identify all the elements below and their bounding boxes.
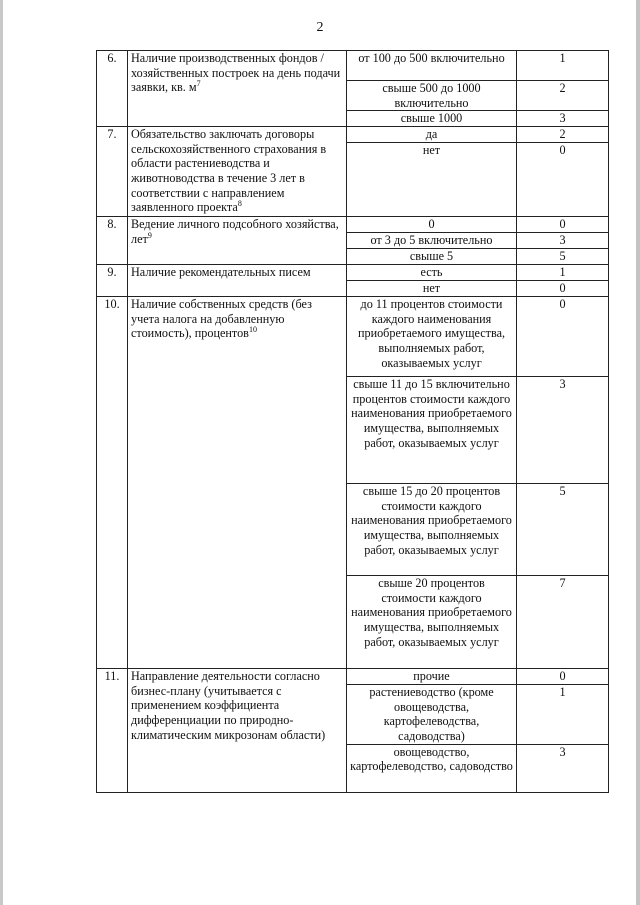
option-value: нет — [347, 143, 517, 217]
scan-edge-right — [636, 0, 640, 905]
option-points: 1 — [517, 265, 609, 281]
criterion-name — [128, 51, 347, 127]
scan-edge-left — [0, 0, 3, 905]
option-points: 3 — [517, 744, 609, 792]
option-value: есть — [347, 265, 517, 281]
table-row — [97, 51, 609, 81]
option-value: да — [347, 127, 517, 143]
table-row — [97, 265, 609, 281]
criterion-number: 8. — [97, 217, 128, 265]
option-value: свыше 1000 — [347, 111, 517, 127]
option-points: 2 — [517, 81, 609, 111]
option-points: 0 — [517, 669, 609, 685]
footnote-marker: 9 — [147, 230, 152, 240]
option-points: 2 — [517, 127, 609, 143]
footnote-marker: 8 — [237, 199, 242, 209]
table-row — [97, 127, 609, 143]
option-value: нет — [347, 281, 517, 297]
option-value: овощеводство, картофелеводство, садоводство — [347, 744, 517, 792]
option-value: от 3 до 5 включительно — [347, 233, 517, 249]
option-points: 0 — [517, 281, 609, 297]
criterion-number: 10. — [97, 297, 128, 669]
option-value: свыше 11 до 15 включительно процентов стоимости каждого наименования приобретаемого имущества, выполняемых работ, оказываемых услуг — [347, 377, 517, 484]
criteria-table-body — [97, 51, 609, 793]
criterion-text: Обязательство заключать договоры сельскохозяйственного страхования в области растениеводства и животноводства в течение 3 лет в соответствии с направлением заявленного проекта — [131, 127, 327, 215]
option-points: 0 — [517, 297, 609, 377]
page-number: 2 — [316, 20, 324, 35]
option-value: растениеводство (кроме овощеводства, картофелеводства, садоводства) — [347, 685, 517, 744]
option-points: 0 — [517, 217, 609, 233]
option-value: свыше 20 процентов стоимости каждого наименования приобретаемого имущества, выполняемых работ, оказываемых услуг — [347, 576, 517, 669]
criterion-number: 7. — [97, 127, 128, 217]
table-row — [97, 297, 609, 377]
option-value: свыше 15 до 20 процентов стоимости каждого наименования приобретаемого имущества, выполняемых работ, оказываемых услуг — [347, 484, 517, 576]
criterion-name — [128, 297, 347, 669]
option-points: 1 — [517, 685, 609, 744]
criterion-number: 9. — [97, 265, 128, 297]
option-points: 3 — [517, 111, 609, 127]
option-value: от 100 до 500 включительно — [347, 51, 517, 81]
option-points: 7 — [517, 576, 609, 669]
option-points: 1 — [517, 51, 609, 81]
criterion-number: 6. — [97, 51, 128, 127]
option-points: 5 — [517, 484, 609, 576]
table-row — [97, 669, 609, 685]
criterion-name — [128, 265, 347, 297]
criterion-text: Направление деятельности согласно бизнес-плану (учитывается с применением коэффициента дифференциации по природно-климатическим микрозонам области) — [131, 669, 326, 742]
footnote-marker: 7 — [196, 79, 201, 89]
criterion-name — [128, 217, 347, 265]
criterion-text: Наличие производственных фондов / хозяйственных построек на день подачи заявки, кв. м — [131, 51, 341, 95]
criterion-text: Наличие собственных средств (без учета налога на добавленную стоимость), процентов — [131, 297, 312, 341]
option-points: 3 — [517, 233, 609, 249]
option-value: до 11 процентов стоимости каждого наименования приобретаемого имущества, выполняемых работ, оказываемых услуг — [347, 297, 517, 377]
criterion-text: Наличие рекомендательных писем — [131, 265, 311, 280]
criterion-number: 11. — [97, 669, 128, 792]
option-value: свыше 5 — [347, 249, 517, 265]
criterion-name — [128, 127, 347, 217]
option-points: 3 — [517, 377, 609, 484]
option-value: 0 — [347, 217, 517, 233]
footnote-marker: 10 — [248, 325, 257, 335]
option-value: прочие — [347, 669, 517, 685]
criterion-text: Ведение личного подсобного хозяйства, лет — [131, 217, 339, 246]
option-points: 0 — [517, 143, 609, 217]
option-value: свыше 500 до 1000 включительно — [347, 81, 517, 111]
criteria-table — [96, 50, 609, 793]
table-row — [97, 217, 609, 233]
criterion-name — [128, 669, 347, 792]
option-points: 5 — [517, 249, 609, 265]
